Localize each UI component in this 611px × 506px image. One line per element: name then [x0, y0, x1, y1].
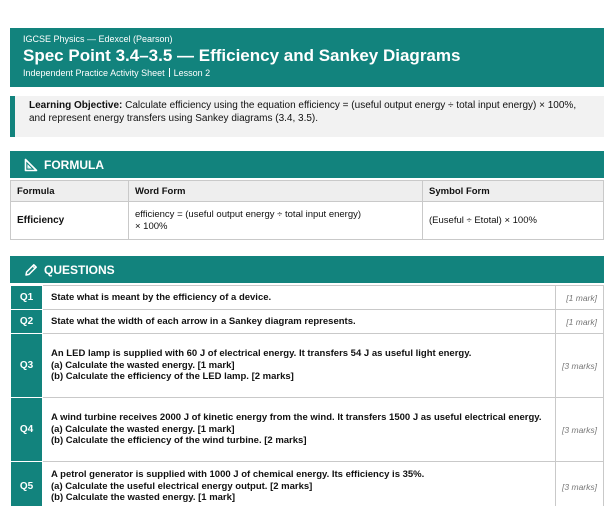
question-marks: [1 mark]	[556, 286, 604, 310]
question-line: (b) Calculate the wasted energy. [1 mark]	[51, 492, 236, 504]
page-header	[10, 28, 604, 87]
course-label: IGCSE Physics — Edexcel (Pearson)	[23, 34, 173, 44]
formula-table	[10, 180, 604, 240]
question-row	[11, 398, 604, 462]
word-form-line: efficiency = (useful output energy ÷ total input energy)	[135, 208, 362, 220]
question-marks: [3 marks]	[556, 398, 604, 462]
formula-section-header	[10, 151, 604, 178]
formula-table-header	[11, 181, 604, 202]
question-line: A petrol generator is supplied with 1000 J of chemical energy. Its efficiency is 35%.	[51, 469, 425, 481]
question-number: Q4	[11, 398, 43, 462]
questions-table	[10, 285, 604, 506]
question-number: Q2	[11, 310, 43, 334]
question-line: An LED lamp is supplied with 60 J of electrical energy. It transfers 54 J as useful light energy.	[51, 348, 472, 360]
learning-objective	[10, 96, 604, 137]
question-line: (a) Calculate the useful electrical energy output. [2 marks]	[51, 480, 313, 492]
question-text	[43, 462, 556, 506]
column-header: Formula	[11, 181, 129, 202]
page-subtitle	[23, 67, 591, 79]
word-form-line: × 100%	[135, 220, 168, 232]
divider	[169, 68, 170, 77]
column-header: Symbol Form	[423, 181, 604, 202]
question-number: Q5	[11, 462, 43, 506]
formula-symbol-form: (Euseful ÷ Etotal) × 100%	[423, 202, 604, 240]
question-number: Q3	[11, 334, 43, 398]
objective-label: Learning Objective:	[29, 100, 123, 111]
question-row	[11, 462, 604, 506]
column-header: Word Form	[129, 181, 423, 202]
page-title: Spec Point 3.4–3.5 — Efficiency and Sankey Diagrams	[23, 46, 461, 65]
questions-section-header	[10, 256, 604, 283]
question-row	[11, 334, 604, 398]
table-row	[11, 202, 604, 240]
set-square-icon	[24, 158, 38, 172]
questions-heading: QUESTIONS	[44, 262, 115, 277]
lesson-label: Lesson 2	[173, 68, 211, 78]
question-text	[43, 398, 556, 462]
question-line: (a) Calculate the wasted energy. [1 mark]	[51, 359, 235, 371]
formula-heading: FORMULA	[44, 157, 104, 172]
question-line: (a) Calculate the wasted energy. [1 mark]	[51, 423, 235, 435]
question-line: State what is meant by the efficiency of a device.	[51, 291, 272, 303]
formula-name: Efficiency	[11, 202, 129, 240]
question-text	[43, 334, 556, 398]
question-text	[43, 286, 556, 310]
question-line: (b) Calculate the efficiency of the wind turbine. [2 marks]	[51, 435, 307, 447]
formula-word-form	[129, 202, 423, 240]
question-marks: [3 marks]	[556, 462, 604, 506]
question-marks: [3 marks]	[556, 334, 604, 398]
question-text	[43, 310, 556, 334]
objective-text: Calculate efficiency using the equation efficiency = (useful output energy ÷ total input energy) × 100%, and represent energy transfers using Sankey diagrams (3.4, 3.5).	[29, 100, 577, 124]
question-row	[11, 310, 604, 334]
question-line: (b) Calculate the efficiency of the LED lamp. [2 marks]	[51, 371, 294, 383]
question-row	[11, 286, 604, 310]
question-line: A wind turbine receives 2000 J of kinetic energy from the wind. It transfers 1500 J as useful electrical energy.	[51, 412, 542, 424]
pencil-icon	[24, 263, 38, 277]
sheet-label: Independent Practice Activity Sheet	[23, 68, 165, 78]
question-marks: [1 mark]	[556, 310, 604, 334]
question-number: Q1	[11, 286, 43, 310]
question-line: State what the width of each arrow in a Sankey diagram represents.	[51, 315, 356, 327]
